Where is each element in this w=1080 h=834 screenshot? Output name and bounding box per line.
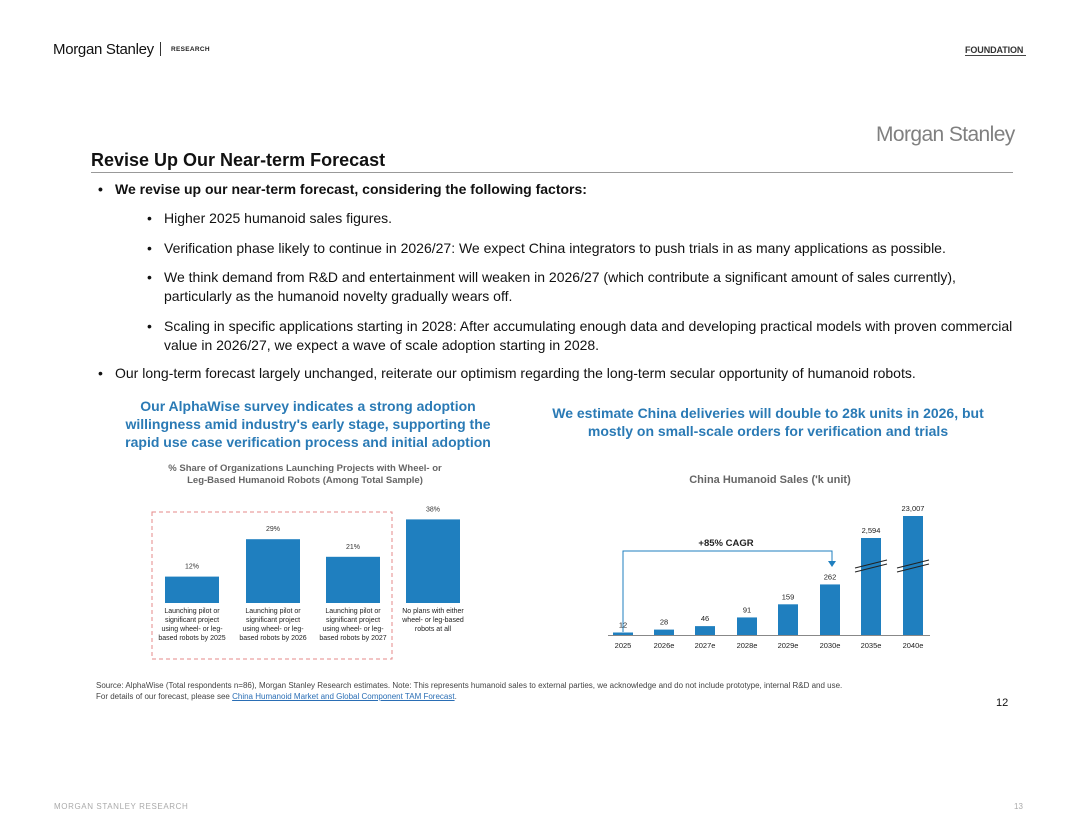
category-label: Launching pilot or [245, 608, 301, 615]
source-line-1: Source: AlphaWise (Total respondents n=86), Morgan Stanley Research estimates. Note: This represents humanoid sales to external parties, we acknowledge and do not include prototype, internal R&D and use. [96, 681, 843, 690]
bullet-main-2-text: Our long-term forecast largely unchanged, reiterate our optimism regarding the long-term secular opportunity of humanoid robots. [115, 365, 916, 381]
bar [326, 557, 380, 603]
bar [695, 626, 715, 635]
bullet-sub-3: • We think demand from R&D and entertainment will weaken in 2026/27 (which contribute a significant amount of sales currently), particularly as the humanoid novelty gradually wears off. [147, 269, 956, 304]
source-line-2 [96, 691, 996, 702]
category-label: 2035e [860, 641, 882, 650]
data-label: 12% [184, 563, 200, 571]
category-label: wheel- or leg-based [402, 617, 464, 624]
source-note [96, 680, 996, 702]
title-rule [91, 172, 1013, 173]
bullet-sub-1: • Higher 2025 humanoid sales figures. [147, 210, 393, 226]
category-label: significant project [325, 617, 381, 624]
category-label: 2025 [614, 641, 632, 650]
bar [903, 516, 923, 635]
china-humanoid-sales-chart [600, 495, 950, 660]
bar [613, 633, 633, 636]
bullet-sub-4: • Scaling in specific applications starting in 2028: After accumulating enough data and developing practical models with proven commercial value in 2026/27, we expect a wave of scale adoption starting in 2028. [147, 318, 1013, 353]
bullet-sub-3-text: We think demand from R&D and entertainment will weaken in 2026/27 (which contribute a significant amount of sales currently), particularly as the humanoid novelty gradually wears off. [164, 269, 956, 304]
left-chart-title: % Share of Organizations Launching Projects with Wheel- or Leg-Based Humanoid Robots (Among Total Sample) [168, 463, 442, 486]
bar [820, 584, 840, 635]
bar [165, 577, 219, 603]
right-chart-caption: We estimate China deliveries will double to 28k units in 2026, but mostly on small-scale orders for verification and trials [552, 405, 984, 439]
category-label: based robots by 2025 [158, 635, 226, 642]
bar [778, 604, 798, 635]
data-label: 23,007 [901, 504, 925, 513]
slide-page-number: 12 [996, 697, 1009, 709]
bar [654, 630, 674, 635]
footer-label: MORGAN STANLEY RESEARCH [54, 802, 189, 811]
category-label: significant project [245, 617, 301, 624]
source-line-2-prefix: For details of our forecast, please see [96, 692, 230, 701]
bar [246, 539, 300, 603]
category-label: 2040e [902, 641, 924, 650]
category-label: robots at all [414, 626, 452, 633]
slide-logo: Morgan Stanley [876, 123, 1015, 146]
bullet-main-1-text: We revise up our near-term forecast, considering the following factors: [115, 181, 587, 197]
category-label: based robots by 2027 [319, 635, 387, 642]
data-label: 21% [345, 543, 361, 551]
foundation-underline [965, 55, 1026, 56]
data-label: 91 [742, 605, 752, 615]
research-label: RESEARCH [171, 46, 210, 53]
category-label: 2026e [653, 641, 675, 650]
header-divider [160, 42, 161, 56]
category-label: using wheel- or leg- [161, 626, 223, 633]
category-label: 2029e [777, 641, 799, 650]
source-line-2-suffix: . [454, 692, 457, 701]
forecast-report-link[interactable]: China Humanoid Market and Global Component TAM Forecast [232, 692, 455, 701]
category-label: based robots by 2026 [239, 635, 307, 642]
data-label: 2,594 [861, 526, 881, 535]
data-label: 159 [781, 592, 795, 602]
category-label: using wheel- or leg- [322, 626, 384, 633]
cagr-label: +85% CAGR [698, 538, 754, 549]
category-label: Launching pilot or [325, 608, 381, 615]
data-label: 12 [618, 620, 628, 630]
bar [861, 538, 881, 635]
data-label: 28 [659, 617, 669, 627]
bullet-sub-2-text: Verification phase likely to continue in 2026/27: We expect China integrators to push trials in as many applications as possible. [164, 240, 946, 256]
foundation-label: FOUNDATION [965, 45, 1024, 55]
bullet-sub-2: • Verification phase likely to continue in 2026/27: We expect China integrators to push trials in as many applications as possible. [147, 240, 946, 256]
cagr-arrowhead [828, 561, 836, 567]
alphawise-bar-chart [140, 495, 480, 670]
bullet-main-1: • We revise up our near-term forecast, considering the following factors: [98, 181, 587, 197]
data-label: 46 [700, 614, 710, 624]
slide-title: Revise Up Our Near-term Forecast [91, 150, 386, 170]
left-chart-caption: Our AlphaWise survey indicates a strong adoption willingness amid industry's early stage, supporting the rapid use case verification process and initial adoption [125, 398, 491, 450]
morgan-stanley-logo: Morgan Stanley [53, 41, 154, 58]
bar [737, 617, 757, 635]
bar [406, 519, 460, 603]
category-label: 2028e [736, 641, 758, 650]
category-label: significant project [164, 617, 220, 624]
bullet-sub-4-text: Scaling in specific applications starting in 2028: After accumulating enough data and developing practical models with proven commercial value in 2026/27, we expect a wave of scale adoption starting in 2028. [164, 318, 1013, 353]
bullet-main-2: • Our long-term forecast largely unchanged, reiterate our optimism regarding the long-term secular opportunity of humanoid robots. [98, 365, 916, 381]
cagr-bracket [623, 551, 832, 632]
category-label: 2030e [819, 641, 841, 650]
data-label: 262 [823, 572, 837, 582]
data-label: 29% [265, 526, 281, 534]
footer-page-number: 13 [1014, 802, 1023, 811]
category-label: 2027e [694, 641, 716, 650]
category-label: using wheel- or leg- [242, 626, 304, 633]
category-label: No plans with either [402, 608, 464, 615]
bullet-sub-1-text: Higher 2025 humanoid sales figures. [164, 210, 393, 226]
data-label: 38% [425, 506, 441, 514]
right-chart-title: China Humanoid Sales ('k unit) [689, 474, 851, 486]
category-label: Launching pilot or [164, 608, 220, 615]
